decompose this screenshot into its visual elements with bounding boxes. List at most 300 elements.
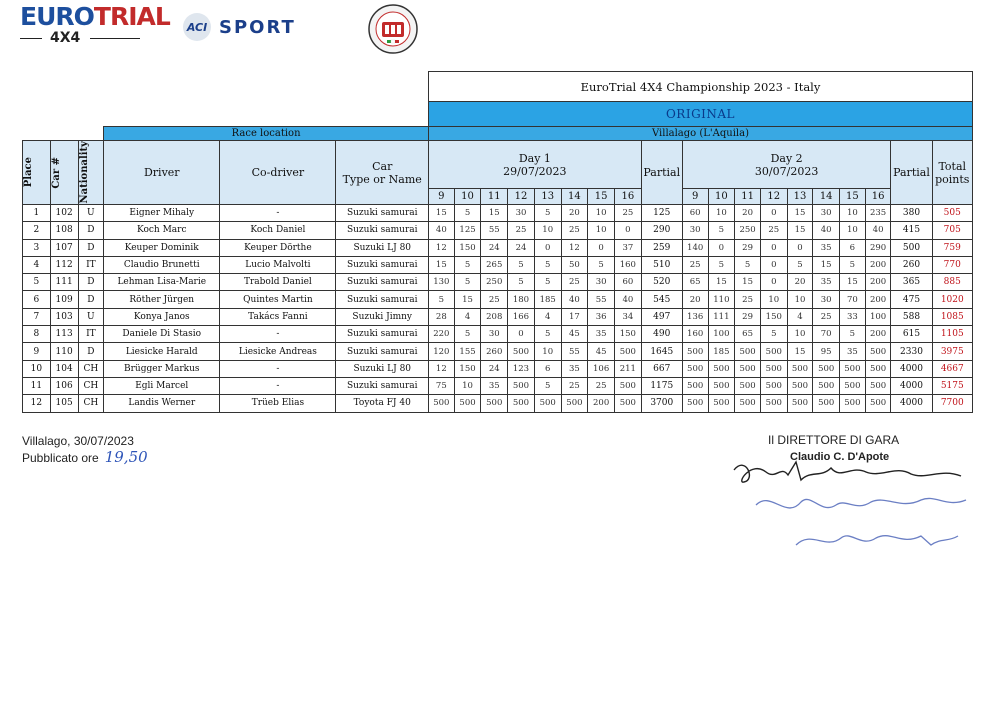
day1-stage-score: 160 — [615, 256, 642, 273]
day1-stage-score: 130 — [429, 274, 455, 291]
day2-stage-score: 500 — [682, 360, 708, 377]
total-points: 759 — [932, 239, 972, 256]
day2-stage-score: 500 — [840, 360, 866, 377]
day2-stage-score: 5 — [840, 256, 866, 273]
stage-header: 13 — [534, 189, 561, 205]
day2-stage-score: 500 — [840, 377, 866, 394]
table-row — [23, 274, 973, 291]
race-location: Villalago (L'Aquila) — [429, 127, 973, 141]
stage-header: 10 — [454, 189, 481, 205]
day2-stage-score: 15 — [787, 205, 813, 222]
stage-header: 10 — [708, 189, 735, 205]
place-cell: 5 — [23, 274, 51, 291]
day2-stage-score: 30 — [813, 205, 840, 222]
day2-stage-score: 500 — [760, 377, 787, 394]
day1-stage-score: 5 — [508, 256, 535, 273]
table-row — [23, 222, 973, 239]
driver-cell: Lehman Lisa-Marie — [104, 274, 220, 291]
race-location-label: Race location — [104, 127, 429, 141]
federation-seal-icon — [367, 3, 419, 55]
day2-stage-score: 5 — [735, 256, 761, 273]
eurotrial-logo: EUROTRIAL 4X4 — [20, 2, 170, 46]
day1-partial: 497 — [641, 308, 682, 325]
day1-stage-score: 45 — [588, 343, 615, 360]
day2-stage-score: 500 — [735, 343, 761, 360]
day1-stage-score: 25 — [588, 377, 615, 394]
day2-stage-score: 10 — [787, 291, 813, 308]
nationality-cell: D — [78, 343, 104, 360]
day2-stage-score: 500 — [760, 360, 787, 377]
day2-partial: 615 — [891, 326, 932, 343]
day2-stage-score: 5 — [840, 326, 866, 343]
day1-stage-score: 211 — [615, 360, 642, 377]
day1-stage-score: 5 — [454, 326, 481, 343]
day2-stage-score: 5 — [760, 326, 787, 343]
day1-partial: 290 — [641, 222, 682, 239]
nationality-cell: CH — [78, 395, 104, 412]
day2-stage-score: 20 — [682, 291, 708, 308]
day1-stage-score: 5 — [588, 256, 615, 273]
day2-stage-score: 15 — [787, 222, 813, 239]
day1-partial: 520 — [641, 274, 682, 291]
place-cell: 6 — [23, 291, 51, 308]
day2-partial: 365 — [891, 274, 932, 291]
day2-partial: 475 — [891, 291, 932, 308]
day2-stage-score: 140 — [682, 239, 708, 256]
day2-stage-score: 500 — [760, 395, 787, 412]
classification-banner: ORIGINAL — [429, 102, 973, 127]
col-nationality: Nationality — [78, 141, 104, 205]
day1-stage-score: 5 — [534, 326, 561, 343]
day1-stage-score: 5 — [534, 256, 561, 273]
place-cell: 11 — [23, 377, 51, 394]
day2-stage-score: 500 — [840, 395, 866, 412]
nationality-cell: U — [78, 308, 104, 325]
day1-stage-score: 500 — [561, 395, 588, 412]
place-cell: 7 — [23, 308, 51, 325]
day2-stage-score: 29 — [735, 239, 761, 256]
day1-stage-score: 10 — [588, 222, 615, 239]
col-car: Car Type or Name — [336, 141, 429, 205]
driver-cell: Egli Marcel — [104, 377, 220, 394]
day2-partial: 4000 — [891, 395, 932, 412]
co-driver-cell: Quintes Martin — [220, 291, 336, 308]
nationality-cell: CH — [78, 360, 104, 377]
day2-stage-score: 500 — [813, 395, 840, 412]
day2-stage-score: 15 — [708, 274, 735, 291]
day2-stage-score: 500 — [735, 377, 761, 394]
stage-header: 16 — [865, 189, 891, 205]
day1-stage-score: 25 — [561, 222, 588, 239]
day2-stage-score: 160 — [682, 326, 708, 343]
total-points: 5175 — [932, 377, 972, 394]
day2-stage-score: 10 — [840, 222, 866, 239]
stage-header: 14 — [813, 189, 840, 205]
stage-header: 11 — [735, 189, 761, 205]
day2-stage-score: 10 — [708, 205, 735, 222]
car-number-cell: 111 — [50, 274, 78, 291]
day1-stage-score: 500 — [454, 395, 481, 412]
day2-stage-score: 40 — [865, 222, 891, 239]
day2-stage-score: 500 — [813, 360, 840, 377]
day1-stage-score: 200 — [588, 395, 615, 412]
logo-area — [23, 72, 429, 127]
day2-stage-score: 35 — [813, 274, 840, 291]
nationality-cell: U — [78, 205, 104, 222]
nationality-cell: CH — [78, 377, 104, 394]
day2-stage-score: 10 — [787, 326, 813, 343]
total-points: 885 — [932, 274, 972, 291]
day2-stage-score: 5 — [708, 256, 735, 273]
place-cell: 10 — [23, 360, 51, 377]
stage-header: 16 — [615, 189, 642, 205]
table-row — [23, 256, 973, 273]
day2-stage-score: 235 — [865, 205, 891, 222]
day2-stage-score: 136 — [682, 308, 708, 325]
driver-cell: Claudio Brunetti — [104, 256, 220, 273]
day1-stage-score: 30 — [588, 274, 615, 291]
day1-stage-score: 260 — [481, 343, 508, 360]
driver-cell: Eigner Mihaly — [104, 205, 220, 222]
day1-stage-score: 500 — [508, 377, 535, 394]
total-points: 1085 — [932, 308, 972, 325]
day2-stage-score: 0 — [760, 205, 787, 222]
col-driver: Driver — [104, 141, 220, 205]
day2-stage-score: 200 — [865, 326, 891, 343]
day1-stage-score: 250 — [481, 274, 508, 291]
table-row — [23, 343, 973, 360]
place-cell: 8 — [23, 326, 51, 343]
car-number-cell: 103 — [50, 308, 78, 325]
day1-stage-score: 0 — [508, 326, 535, 343]
co-driver-cell: Koch Daniel — [220, 222, 336, 239]
car-number-cell: 105 — [50, 395, 78, 412]
published-time: 19,50 — [104, 448, 148, 466]
day1-partial: 125 — [641, 205, 682, 222]
total-points: 7700 — [932, 395, 972, 412]
day2-stage-score: 6 — [840, 239, 866, 256]
day1-stage-score: 5 — [534, 274, 561, 291]
day1-stage-score: 150 — [454, 239, 481, 256]
day1-stage-score: 6 — [534, 360, 561, 377]
day1-stage-score: 35 — [481, 377, 508, 394]
aci-icon: ACI — [183, 13, 211, 41]
day1-header: Day 1 29/07/2023 — [429, 141, 642, 189]
day1-stage-score: 166 — [508, 308, 535, 325]
day1-stage-score: 500 — [534, 395, 561, 412]
col-co-driver: Co-driver — [220, 141, 336, 205]
day1-stage-score: 500 — [615, 343, 642, 360]
day2-partial: 500 — [891, 239, 932, 256]
day1-stage-score: 15 — [429, 205, 455, 222]
total-points: 3975 — [932, 343, 972, 360]
day1-stage-score: 106 — [588, 360, 615, 377]
day2-stage-score: 500 — [708, 395, 735, 412]
day1-stage-score: 5 — [534, 205, 561, 222]
day2-stage-score: 500 — [682, 377, 708, 394]
published-line: Pubblicato ore 19,50 — [22, 448, 148, 466]
day2-stage-score: 500 — [787, 360, 813, 377]
day1-partial: 259 — [641, 239, 682, 256]
results-table — [22, 71, 973, 413]
day2-stage-score: 70 — [813, 326, 840, 343]
day1-stage-score: 500 — [508, 395, 535, 412]
car-number-cell: 109 — [50, 291, 78, 308]
place-cell: 4 — [23, 256, 51, 273]
co-driver-cell: - — [220, 205, 336, 222]
day2-stage-score: 500 — [865, 377, 891, 394]
day1-partial: 1645 — [641, 343, 682, 360]
day2-stage-score: 5 — [787, 256, 813, 273]
day1-stage-score: 34 — [615, 308, 642, 325]
day2-stage-score: 500 — [787, 395, 813, 412]
total-points: 1105 — [932, 326, 972, 343]
day2-stage-score: 200 — [865, 291, 891, 308]
day2-stage-score: 111 — [708, 308, 735, 325]
vehicle-cell: Suzuki Jimny — [336, 308, 429, 325]
day2-stage-score: 15 — [735, 274, 761, 291]
day1-stage-score: 125 — [454, 222, 481, 239]
stage-header: 15 — [588, 189, 615, 205]
car-number-cell: 110 — [50, 343, 78, 360]
day1-stage-score: 185 — [534, 291, 561, 308]
day2-stage-score: 500 — [865, 360, 891, 377]
col-partial-day1: Partial — [641, 141, 682, 205]
day1-stage-score: 55 — [561, 343, 588, 360]
day1-stage-score: 500 — [481, 395, 508, 412]
day2-stage-score: 65 — [682, 274, 708, 291]
co-driver-cell: Trabold Daniel — [220, 274, 336, 291]
day2-stage-score: 250 — [735, 222, 761, 239]
day1-stage-score: 4 — [534, 308, 561, 325]
day1-partial: 667 — [641, 360, 682, 377]
day1-stage-score: 25 — [615, 205, 642, 222]
co-driver-cell: - — [220, 326, 336, 343]
stage-header: 12 — [760, 189, 787, 205]
day2-partial: 415 — [891, 222, 932, 239]
day1-stage-score: 24 — [481, 239, 508, 256]
day2-stage-score: 200 — [865, 274, 891, 291]
day1-stage-score: 55 — [481, 222, 508, 239]
day1-stage-score: 120 — [429, 343, 455, 360]
place-date: Villalago, 30/07/2023 — [22, 434, 134, 448]
day2-stage-score: 29 — [735, 308, 761, 325]
day1-stage-score: 180 — [508, 291, 535, 308]
aci-sport-logo: ACI SPORT — [183, 10, 313, 44]
place-cell: 2 — [23, 222, 51, 239]
driver-cell: Keuper Dominik — [104, 239, 220, 256]
day2-stage-score: 0 — [787, 239, 813, 256]
stage-header: 11 — [481, 189, 508, 205]
day1-stage-score: 10 — [588, 205, 615, 222]
day1-stage-score: 265 — [481, 256, 508, 273]
total-points: 770 — [932, 256, 972, 273]
day2-stage-score: 500 — [708, 377, 735, 394]
day2-partial: 260 — [891, 256, 932, 273]
day2-stage-score: 33 — [840, 308, 866, 325]
day2-stage-score: 500 — [682, 343, 708, 360]
car-number-cell: 107 — [50, 239, 78, 256]
day2-stage-score: 500 — [865, 343, 891, 360]
co-driver-cell: Trüeb Elias — [220, 395, 336, 412]
day1-stage-score: 36 — [588, 308, 615, 325]
day2-stage-score: 500 — [708, 360, 735, 377]
director-name: Claudio C. D'Apote — [790, 451, 890, 463]
day2-stage-score: 25 — [682, 256, 708, 273]
table-row — [23, 377, 973, 394]
place-cell: 3 — [23, 239, 51, 256]
total-points: 705 — [932, 222, 972, 239]
col-partial-day2: Partial — [891, 141, 932, 205]
col-place: Place — [23, 141, 51, 205]
day2-stage-score: 70 — [840, 291, 866, 308]
day1-partial: 1175 — [641, 377, 682, 394]
day1-stage-score: 15 — [481, 205, 508, 222]
vehicle-cell: Suzuki samurai — [336, 222, 429, 239]
day2-stage-score: 5 — [708, 222, 735, 239]
nationality-cell: D — [78, 222, 104, 239]
day2-stage-score: 30 — [813, 291, 840, 308]
day2-stage-score: 60 — [682, 205, 708, 222]
day1-stage-score: 500 — [615, 377, 642, 394]
day2-partial: 4000 — [891, 377, 932, 394]
day1-stage-score: 55 — [588, 291, 615, 308]
day2-stage-score: 10 — [840, 205, 866, 222]
day1-stage-score: 220 — [429, 326, 455, 343]
day2-stage-score: 100 — [708, 326, 735, 343]
day2-stage-score: 65 — [735, 326, 761, 343]
day1-stage-score: 17 — [561, 308, 588, 325]
place-cell: 1 — [23, 205, 51, 222]
table-row — [23, 205, 973, 222]
vehicle-cell: Suzuki samurai — [336, 205, 429, 222]
day2-stage-score: 25 — [813, 308, 840, 325]
day1-stage-score: 50 — [561, 256, 588, 273]
day1-stage-score: 28 — [429, 308, 455, 325]
day2-stage-score: 0 — [760, 256, 787, 273]
nationality-cell: IT — [78, 256, 104, 273]
day1-stage-score: 12 — [429, 239, 455, 256]
day2-stage-score: 15 — [787, 343, 813, 360]
nationality-cell: D — [78, 274, 104, 291]
day1-stage-score: 5 — [454, 256, 481, 273]
day2-stage-score: 20 — [787, 274, 813, 291]
day1-stage-score: 35 — [588, 326, 615, 343]
day2-partial: 4000 — [891, 360, 932, 377]
day1-partial: 510 — [641, 256, 682, 273]
stage-header: 9 — [682, 189, 708, 205]
day1-stage-score: 24 — [481, 360, 508, 377]
day1-stage-score: 15 — [429, 256, 455, 273]
day2-header: Day 2 30/07/2023 — [682, 141, 891, 189]
day1-stage-score: 150 — [615, 326, 642, 343]
day2-stage-score: 20 — [735, 205, 761, 222]
day2-stage-score: 25 — [760, 222, 787, 239]
day1-stage-score: 5 — [534, 377, 561, 394]
vehicle-cell: Toyota FJ 40 — [336, 395, 429, 412]
day1-stage-score: 30 — [481, 326, 508, 343]
day2-stage-score: 95 — [813, 343, 840, 360]
col-total: Total points — [932, 141, 972, 205]
col-car-number: Car # — [50, 141, 78, 205]
day2-stage-score: 4 — [787, 308, 813, 325]
car-number-cell: 112 — [50, 256, 78, 273]
vehicle-cell: Suzuki LJ 80 — [336, 239, 429, 256]
day1-stage-score: 25 — [561, 377, 588, 394]
table-row — [23, 291, 973, 308]
table-row — [23, 308, 973, 325]
day2-stage-score: 500 — [735, 395, 761, 412]
nationality-cell: D — [78, 239, 104, 256]
day2-stage-score: 10 — [760, 291, 787, 308]
signature-icon — [726, 450, 976, 560]
day1-stage-score: 123 — [508, 360, 535, 377]
vehicle-cell: Suzuki samurai — [336, 274, 429, 291]
day2-stage-score: 35 — [813, 239, 840, 256]
vehicle-cell: Suzuki samurai — [336, 326, 429, 343]
day1-stage-score: 10 — [534, 222, 561, 239]
driver-cell: Röther Jürgen — [104, 291, 220, 308]
driver-cell: Konya Janos — [104, 308, 220, 325]
day1-stage-score: 37 — [615, 239, 642, 256]
day2-partial: 2330 — [891, 343, 932, 360]
day1-stage-score: 0 — [588, 239, 615, 256]
day2-stage-score: 500 — [813, 377, 840, 394]
stage-header: 15 — [840, 189, 866, 205]
day1-stage-score: 75 — [429, 377, 455, 394]
day1-stage-score: 40 — [615, 291, 642, 308]
day1-stage-score: 0 — [615, 222, 642, 239]
driver-cell: Liesicke Harald — [104, 343, 220, 360]
day1-stage-score: 40 — [429, 222, 455, 239]
place-cell: 12 — [23, 395, 51, 412]
day1-stage-score: 30 — [508, 205, 535, 222]
day1-stage-score: 60 — [615, 274, 642, 291]
co-driver-cell: - — [220, 360, 336, 377]
day1-stage-score: 5 — [454, 274, 481, 291]
total-points: 505 — [932, 205, 972, 222]
day2-stage-score: 0 — [760, 274, 787, 291]
day2-stage-score: 15 — [840, 274, 866, 291]
director-title: Il DIRETTORE DI GARA — [768, 433, 900, 447]
vehicle-cell: Suzuki samurai — [336, 343, 429, 360]
day2-stage-score: 35 — [840, 343, 866, 360]
day1-stage-score: 5 — [429, 291, 455, 308]
nationality-cell: D — [78, 291, 104, 308]
day1-stage-score: 15 — [454, 291, 481, 308]
day2-stage-score: 290 — [865, 239, 891, 256]
day2-stage-score: 500 — [760, 343, 787, 360]
day1-stage-score: 5 — [454, 205, 481, 222]
day2-stage-score: 150 — [760, 308, 787, 325]
day2-stage-score: 30 — [682, 222, 708, 239]
table-row — [23, 360, 973, 377]
stage-header: 13 — [787, 189, 813, 205]
table-row — [23, 395, 973, 412]
day2-stage-score: 500 — [787, 377, 813, 394]
day1-stage-score: 10 — [454, 377, 481, 394]
table-row — [23, 239, 973, 256]
day1-stage-score: 10 — [534, 343, 561, 360]
co-driver-cell: Liesicke Andreas — [220, 343, 336, 360]
stage-header: 9 — [429, 189, 455, 205]
day1-stage-score: 35 — [561, 360, 588, 377]
driver-cell: Daniele Di Stasio — [104, 326, 220, 343]
day1-stage-score: 0 — [534, 239, 561, 256]
stage-header: 12 — [508, 189, 535, 205]
day1-stage-score: 12 — [429, 360, 455, 377]
day1-stage-score: 150 — [454, 360, 481, 377]
